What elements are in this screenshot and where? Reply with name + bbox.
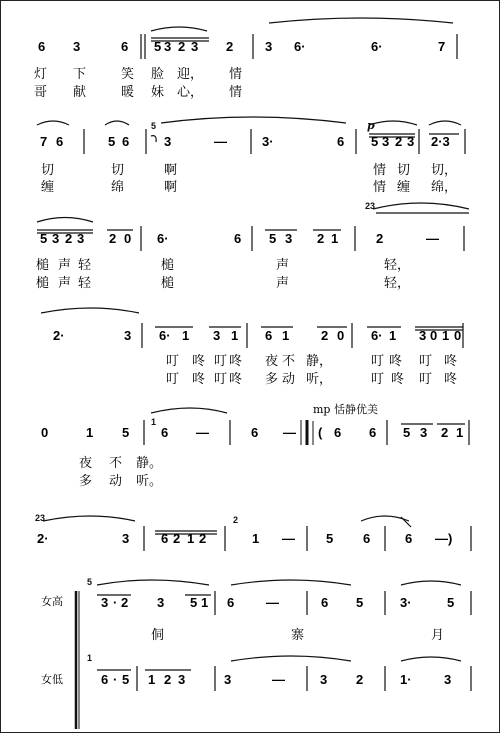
jianpu-note: 3: [124, 328, 132, 343]
jianpu-note: 1: [187, 531, 195, 546]
grace-note: 5: [87, 577, 93, 587]
lyric-verse-1: 静，: [306, 354, 333, 369]
jianpu-note: 6·: [157, 231, 169, 246]
grace-note: 1: [151, 417, 157, 427]
jianpu-note-soprano: 3·: [400, 595, 412, 610]
jianpu-note: 3: [164, 134, 172, 149]
jianpu-note: —: [426, 231, 439, 246]
jianpu-note: 0: [454, 328, 462, 343]
jianpu-note: 5: [371, 134, 379, 149]
lyric-verse-1: 槌: [161, 258, 175, 273]
lyric-verse-2: 叮: [371, 372, 385, 387]
lyric-verse-2: 轻: [78, 276, 92, 291]
jianpu-note: 6: [122, 134, 130, 149]
jianpu-note: 0: [337, 328, 345, 343]
lyric-verse-2: 叮: [214, 372, 228, 387]
jianpu-note: 3: [191, 39, 199, 54]
lyric-verse-1: 下: [73, 67, 87, 82]
lyric-soprano: 侗: [151, 628, 165, 643]
slur: [97, 580, 209, 585]
jianpu-note: 1: [182, 328, 190, 343]
jianpu-note: 6: [56, 134, 64, 149]
jianpu-note: 3: [285, 231, 293, 246]
jianpu-note-alto: 1: [148, 672, 156, 687]
jianpu-note: 6: [337, 134, 345, 149]
jianpu-note: 5: [122, 425, 130, 440]
jianpu-note: 6: [121, 39, 129, 54]
lyric-verse-2: 叮: [166, 372, 180, 387]
lyric-verse-2: 情: [373, 180, 387, 195]
jianpu-note: 2: [441, 425, 449, 440]
jianpu-note: 6·: [159, 328, 171, 343]
jianpu-note: 7: [438, 39, 446, 54]
jianpu-note: 6: [161, 531, 169, 546]
lyric-verse-1: 夜: [265, 354, 279, 369]
jianpu-note: 5: [40, 231, 48, 246]
slur: [231, 656, 351, 661]
lyric-verse-2: 咚: [192, 372, 206, 387]
accent-mark: [401, 517, 411, 527]
jianpu-note: 3: [122, 531, 130, 546]
slur: [373, 203, 469, 209]
jianpu-note: 6: [334, 425, 342, 440]
jianpu-note: 3·: [262, 134, 274, 149]
jianpu-note-alto: 3: [320, 672, 328, 687]
jianpu-note: 1: [282, 328, 290, 343]
jianpu-note: 6·: [294, 39, 306, 54]
jianpu-note: 6: [265, 328, 273, 343]
jianpu-note: (: [318, 425, 323, 440]
jianpu-note-alto: 3: [444, 672, 452, 687]
grace-note: 1: [87, 653, 93, 663]
tie: [269, 18, 453, 23]
slur: [41, 308, 139, 313]
lyric-verse-2: 多: [79, 474, 93, 489]
lyric-verse-1: 迎，: [177, 67, 204, 82]
jianpu-note: —: [283, 425, 296, 440]
lyric-verse-1: 叮: [419, 354, 433, 369]
lyric-verse-2: 献: [73, 85, 87, 100]
lyric-soprano: 寨: [291, 628, 305, 643]
staff-structure: [37, 18, 471, 729]
jianpu-note: 1: [389, 328, 397, 343]
jianpu-note: 6·: [371, 328, 383, 343]
lyric-verse-1: 声: [276, 258, 290, 273]
jianpu-note-soprano: 5: [447, 595, 455, 610]
jianpu-note: 5: [326, 531, 334, 546]
jianpu-note: 7: [40, 134, 48, 149]
jianpu-note: 2·3: [431, 134, 450, 149]
slur: [401, 581, 461, 585]
jianpu-note-soprano: 5: [356, 595, 364, 610]
lyric-verse-2: 听。: [136, 474, 163, 489]
grace-slur: [151, 136, 156, 142]
slur: [369, 121, 417, 125]
slur: [429, 121, 461, 125]
jianpu-note: 3: [164, 39, 172, 54]
lyric-verse-2: 心，: [177, 85, 204, 100]
lyric-verse-2: 缠: [397, 180, 411, 195]
slur: [231, 580, 351, 585]
lyric-soprano: 月: [431, 628, 445, 643]
jianpu-note: 2: [178, 39, 186, 54]
lyric-verse-2: 声: [58, 276, 72, 291]
jianpu-note: 2: [65, 231, 73, 246]
jianpu-note: 3: [420, 425, 428, 440]
lyric-verse-2: 啊: [164, 180, 178, 195]
jianpu-note-alto: ·: [113, 672, 118, 687]
jianpu-note: —: [282, 531, 295, 546]
jianpu-note: —: [196, 425, 209, 440]
jianpu-note: 2: [173, 531, 181, 546]
lyrics-layer: [34, 66, 457, 686]
lyric-verse-1: 脸: [151, 67, 165, 82]
lyric-verse-1: 轻: [78, 258, 92, 273]
slur: [105, 121, 129, 125]
jianpu-note: 3: [419, 328, 427, 343]
jianpu-note: 1: [86, 425, 94, 440]
lyric-verse-2: 咚: [444, 372, 458, 387]
lyric-verse-2: 叮: [419, 372, 433, 387]
jianpu-note: 5: [154, 39, 162, 54]
jianpu-note: 2·: [53, 328, 65, 343]
jianpu-note-soprano: —: [266, 595, 279, 610]
jianpu-note: 3: [407, 134, 415, 149]
slur: [161, 117, 346, 123]
slur: [37, 121, 69, 125]
jianpu-note: 1: [331, 231, 339, 246]
jianpu-note-alto: 1·: [400, 672, 412, 687]
jianpu-note: 2: [376, 231, 384, 246]
jianpu-note: —): [435, 531, 453, 546]
lyric-verse-2: 动: [109, 474, 123, 489]
jianpu-note: 3: [52, 231, 60, 246]
part-label-alto: 女低: [41, 673, 63, 686]
lyric-verse-1: 咚: [229, 354, 243, 369]
lyric-verse-1: 啊: [164, 163, 178, 178]
lyric-verse-2: 缠: [41, 180, 55, 195]
lyric-verse-2: 动: [282, 372, 296, 387]
jianpu-note-soprano: 3: [157, 595, 165, 610]
jianpu-note: 6: [38, 39, 46, 54]
lyric-verse-1: 切: [41, 163, 55, 178]
jianpu-note-alto: 6: [101, 672, 109, 687]
jianpu-note-alto: 2: [164, 672, 172, 687]
lyric-verse-1: 不: [109, 456, 123, 471]
lyric-verse-2: 听，: [306, 372, 333, 387]
lyric-verse-1: 切: [111, 163, 125, 178]
jianpu-note: 2: [317, 231, 325, 246]
jianpu-note: 5: [269, 231, 277, 246]
jianpu-note-alto: 2: [356, 672, 364, 687]
jianpu-note-soprano: ·: [113, 595, 118, 610]
jianpu-note-soprano: 2: [121, 595, 129, 610]
jianpu-note: 6·: [371, 39, 383, 54]
lyric-verse-1: 咚: [192, 354, 206, 369]
numbered-notation-score: [1, 1, 499, 732]
jianpu-note: 6: [405, 531, 413, 546]
jianpu-note: 1: [442, 328, 450, 343]
jianpu-note: 0: [124, 231, 132, 246]
grace-note: 23: [365, 201, 376, 211]
lyric-verse-1: 轻，: [384, 258, 411, 273]
lyric-verse-1: 情: [229, 67, 243, 82]
lyric-verse-2: 哥: [34, 85, 48, 100]
jianpu-note-soprano: 3: [101, 595, 109, 610]
jianpu-note: 3: [73, 39, 81, 54]
jianpu-note: 0: [41, 425, 49, 440]
lyric-verse-1: 灯: [34, 67, 48, 82]
jianpu-note-soprano: 6: [321, 595, 329, 610]
jianpu-note: 1: [456, 425, 464, 440]
lyric-verse-1: 叮: [166, 354, 180, 369]
jianpu-note-alto: 3: [224, 672, 232, 687]
lyric-verse-2: 绵，: [431, 180, 458, 195]
lyric-verse-1: 静。: [136, 456, 163, 471]
jianpu-note: 2: [321, 328, 329, 343]
lyric-verse-1: 情: [373, 163, 387, 178]
lyric-verse-1: 叮: [371, 354, 385, 369]
lyric-verse-2: 槌: [36, 276, 50, 291]
grace-note: 2: [233, 515, 239, 525]
lyric-verse-1: 咚: [444, 354, 458, 369]
jianpu-note: 3: [382, 134, 390, 149]
lyric-verse-2: 声: [276, 276, 290, 291]
jianpu-note: 6: [369, 425, 377, 440]
jianpu-note: 3: [265, 39, 273, 54]
jianpu-note-soprano: 6: [227, 595, 235, 610]
jianpu-note: 6: [234, 231, 242, 246]
lyric-verse-2: 妹: [151, 85, 165, 100]
jianpu-note: 3: [77, 231, 85, 246]
jianpu-note: 0: [430, 328, 438, 343]
lyric-verse-2: 情: [229, 85, 243, 100]
slur: [37, 218, 93, 223]
grace-note: 5: [151, 121, 157, 131]
slur: [43, 516, 135, 521]
lyric-verse-1: 切，: [431, 163, 458, 178]
part-label-soprano: 女高: [41, 595, 63, 608]
jianpu-note: 2: [395, 134, 403, 149]
jianpu-note: 6: [251, 425, 259, 440]
jianpu-note: —: [214, 134, 227, 149]
lyric-verse-1: 声: [58, 258, 72, 273]
jianpu-note: 3: [213, 328, 221, 343]
lyric-verse-2: 咚: [391, 372, 405, 387]
lyric-verse-1: 笑: [121, 67, 135, 82]
jianpu-note: 6: [161, 425, 169, 440]
jianpu-note: 2: [226, 39, 234, 54]
jianpu-note-alto: 3: [178, 672, 186, 687]
slur: [401, 657, 461, 661]
lyric-verse-2: 槌: [161, 276, 175, 291]
slur: [151, 408, 227, 413]
jianpu-note: 1: [231, 328, 239, 343]
jianpu-note-alto: 5: [122, 672, 130, 687]
expression-mark: mp 恬静优美: [313, 403, 378, 416]
lyric-verse-2: 暖: [121, 85, 135, 100]
grace-note: 23: [35, 513, 46, 523]
lyric-verse-1: 咚: [389, 354, 403, 369]
lyric-verse-1: 切: [397, 163, 411, 178]
jianpu-note-alto: —: [272, 672, 285, 687]
lyric-verse-1: 夜: [79, 456, 93, 471]
lyric-verse-1: 槌: [36, 258, 50, 273]
jianpu-note: 2·: [37, 531, 49, 546]
lyric-verse-2: 多: [265, 372, 279, 387]
lyric-verse-2: 咚: [229, 372, 243, 387]
lyric-verse-2: 轻，: [384, 276, 411, 291]
jianpu-note-soprano: 5: [190, 595, 198, 610]
jianpu-note: 2: [109, 231, 117, 246]
jianpu-note: 6: [363, 531, 371, 546]
jianpu-note-soprano: 1: [201, 595, 209, 610]
jianpu-note: 2: [199, 531, 207, 546]
lyric-verse-1: 叮: [214, 354, 228, 369]
dynamic-p: p: [367, 119, 375, 132]
jianpu-note: 1: [252, 531, 260, 546]
lyric-verse-2: 绵: [111, 180, 125, 195]
jianpu-note: 5: [108, 134, 116, 149]
lyric-verse-1: 不: [282, 354, 296, 369]
slur: [151, 27, 207, 31]
jianpu-note: 5: [403, 425, 411, 440]
